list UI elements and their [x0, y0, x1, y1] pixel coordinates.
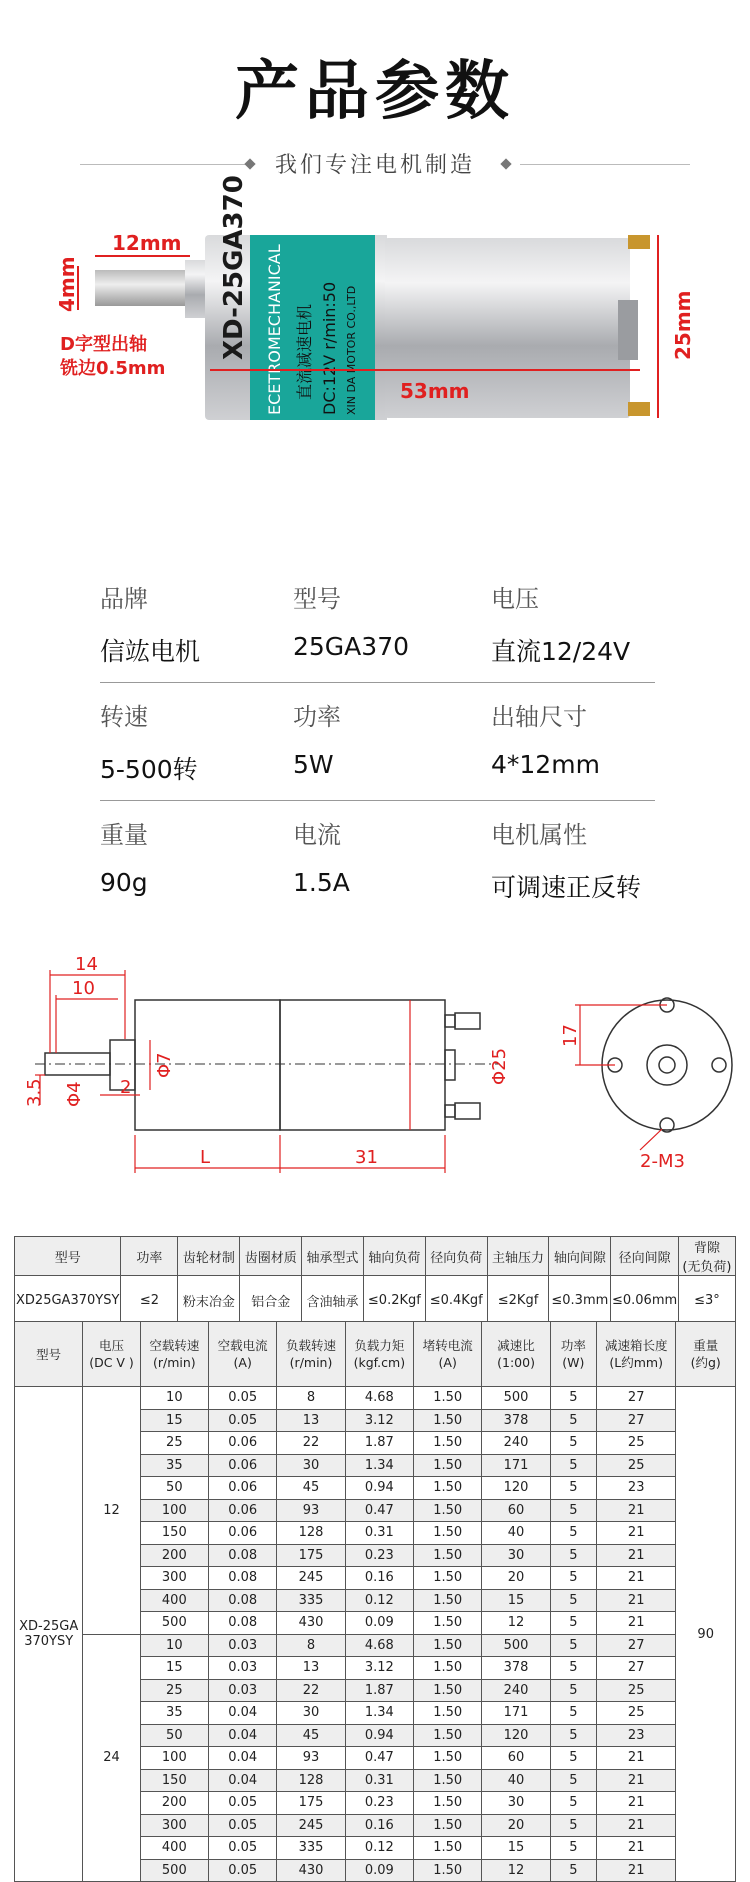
table-cell: 1.50	[414, 1769, 482, 1792]
table-header-cell: 径向负荷	[425, 1237, 487, 1276]
subtitle: 我们专注电机制造	[274, 153, 475, 178]
table-cell: 5	[550, 1589, 596, 1612]
table-cell: 45	[277, 1724, 345, 1747]
terminal-bottom	[628, 402, 650, 416]
table-cell: 1.50	[414, 1499, 482, 1522]
spec-value: 1.5A	[293, 868, 350, 897]
table-cell: 12	[482, 1612, 550, 1635]
table-cell: 5	[550, 1837, 596, 1860]
table-cell: ≤0.4Kgf	[425, 1276, 487, 1326]
table-cell: 93	[277, 1747, 345, 1770]
table-cell: 378	[482, 1657, 550, 1680]
table-cell: 300	[140, 1567, 208, 1590]
table-cell: 21	[597, 1522, 676, 1545]
spec-value: 5W	[293, 750, 334, 779]
spec-table-general	[14, 1236, 736, 1326]
table-cell: 13	[277, 1657, 345, 1680]
spec-label: 电压	[491, 585, 539, 613]
table-cell: 13	[277, 1409, 345, 1432]
table-cell: 0.23	[345, 1792, 413, 1815]
label-line4: XIN DA MOTOR CO.,LTD	[345, 285, 358, 415]
table-cell: 0.05	[209, 1859, 277, 1882]
table-row	[15, 1276, 736, 1326]
table-cell: 0.08	[209, 1612, 277, 1635]
table-header-cell: 齿圈材质	[240, 1237, 302, 1276]
spec-table-performance	[14, 1321, 736, 1882]
table-cell: 5	[550, 1859, 596, 1882]
voltage-cell: 12	[83, 1387, 140, 1635]
table-header-cell: 轴向间隙	[549, 1237, 611, 1276]
dim-phi4: Φ4	[64, 1081, 85, 1107]
table-cell: 1.50	[414, 1814, 482, 1837]
table-header-cell: 型号	[15, 1322, 83, 1387]
table-cell: 5	[550, 1522, 596, 1545]
table-cell: 171	[482, 1454, 550, 1477]
table-cell: 1.50	[414, 1387, 482, 1410]
table-cell: ≤2Kgf	[487, 1276, 549, 1326]
table-cell: 40	[482, 1522, 550, 1545]
table-cell: 1.50	[414, 1792, 482, 1815]
table-cell: 400	[140, 1589, 208, 1612]
table-cell: 35	[140, 1702, 208, 1725]
table-cell: 100	[140, 1747, 208, 1770]
table-cell: 93	[277, 1499, 345, 1522]
table-cell: 25	[597, 1679, 676, 1702]
table-cell: 0.94	[345, 1477, 413, 1500]
page-title: 产品参数	[235, 55, 515, 129]
table-header-row	[15, 1322, 736, 1387]
table-cell: 1.50	[414, 1477, 482, 1500]
table-cell: 15	[140, 1657, 208, 1680]
spec-label: 重量	[100, 821, 148, 849]
table-cell: 5	[550, 1544, 596, 1567]
dim-shaft-diameter: 4mm	[55, 256, 79, 312]
table-header-cell: 齿轮材制	[178, 1237, 240, 1276]
table-cell: 5	[550, 1612, 596, 1635]
table-cell: 300	[140, 1814, 208, 1837]
table-cell: 120	[482, 1477, 550, 1500]
table-cell: 铝合金	[240, 1276, 302, 1326]
table-cell: 430	[277, 1612, 345, 1635]
table-cell: 400	[140, 1837, 208, 1860]
table-cell: 0.04	[209, 1724, 277, 1747]
table-cell: 5	[550, 1477, 596, 1500]
divider-right	[520, 164, 690, 165]
table-header-cell: 背隙 (无负荷)	[678, 1237, 735, 1276]
table-cell: 128	[277, 1522, 345, 1545]
spec-label: 型号	[293, 585, 341, 613]
table-cell: 5	[550, 1679, 596, 1702]
table-header-cell: 减速比 (1:00)	[482, 1322, 550, 1387]
table-cell: 5	[550, 1387, 596, 1410]
table-cell: 3.12	[345, 1657, 413, 1680]
table-cell: 1.50	[414, 1522, 482, 1545]
table-cell: 5	[550, 1702, 596, 1725]
table-cell: 0.05	[209, 1387, 277, 1410]
table-cell: 0.08	[209, 1567, 277, 1590]
spec-value: 直流12/24V	[491, 637, 631, 666]
table-cell: 1.50	[414, 1634, 482, 1657]
table-header-cell: 径向间隙	[611, 1237, 679, 1276]
spec-label: 功率	[293, 703, 341, 731]
weight-cell: 90	[676, 1387, 736, 1882]
table-cell: 27	[597, 1409, 676, 1432]
table-header-cell: 电压 (DC V )	[83, 1322, 140, 1387]
table-cell: 0.05	[209, 1792, 277, 1815]
table-cell: 25	[140, 1432, 208, 1455]
table-header-cell: 轴承型式	[302, 1237, 364, 1276]
table-cell: 0.94	[345, 1724, 413, 1747]
table-cell: 240	[482, 1679, 550, 1702]
spec-value: 90g	[100, 868, 148, 897]
table-cell: 0.03	[209, 1634, 277, 1657]
table-cell: 25	[597, 1432, 676, 1455]
table-cell: 0.08	[209, 1544, 277, 1567]
table-cell: 27	[597, 1387, 676, 1410]
spec-label: 电流	[293, 821, 341, 849]
table-header-cell: 功率	[121, 1237, 178, 1276]
spec-label: 品牌	[100, 585, 148, 613]
table-header-cell: 负载力矩 (kgf.cm)	[345, 1322, 413, 1387]
table-cell: 150	[140, 1522, 208, 1545]
table-cell: ≤2	[121, 1276, 178, 1326]
table-cell: 21	[597, 1837, 676, 1860]
table-cell: 0.47	[345, 1499, 413, 1522]
table-cell: 30	[277, 1702, 345, 1725]
table-cell: ≤0.06mm	[611, 1276, 679, 1326]
table-cell: 128	[277, 1769, 345, 1792]
table-cell: 335	[277, 1837, 345, 1860]
table-header-cell: 功率 (W)	[550, 1322, 596, 1387]
table-header-row	[15, 1237, 736, 1276]
spec-row	[100, 811, 655, 929]
table-cell: 0.12	[345, 1589, 413, 1612]
table-cell: 0.06	[209, 1454, 277, 1477]
table-cell: 21	[597, 1859, 676, 1882]
table-cell: 0.03	[209, 1679, 277, 1702]
table-cell: 15	[140, 1409, 208, 1432]
dim-l: L	[200, 1147, 211, 1168]
table-cell: 0.23	[345, 1544, 413, 1567]
table-cell: 10	[140, 1387, 208, 1410]
table-cell: 1.50	[414, 1409, 482, 1432]
table-cell: 1.50	[414, 1747, 482, 1770]
dim-2: 2	[120, 1077, 132, 1098]
table-cell: 25	[140, 1679, 208, 1702]
table-cell: 50	[140, 1477, 208, 1500]
spec-value: 4*12mm	[491, 750, 600, 779]
table-cell: 1.34	[345, 1702, 413, 1725]
table-cell: 35	[140, 1454, 208, 1477]
table-cell: ≤3°	[678, 1276, 735, 1326]
table-cell: 21	[597, 1499, 676, 1522]
table-cell: XD25GA370YSY	[15, 1276, 121, 1326]
spec-label: 转速	[100, 703, 148, 731]
table-cell: 8	[277, 1387, 345, 1410]
table-cell: 5	[550, 1769, 596, 1792]
table-header-cell: 型号	[15, 1237, 121, 1276]
table-cell: 0.31	[345, 1522, 413, 1545]
table-cell: 含油轴承	[302, 1276, 364, 1326]
table-cell: 335	[277, 1589, 345, 1612]
table-cell: 5	[550, 1567, 596, 1590]
dim-3-5: 3.5	[24, 1078, 45, 1107]
table-cell: 5	[550, 1657, 596, 1680]
table-cell: 25	[597, 1702, 676, 1725]
table-cell: 0.04	[209, 1747, 277, 1770]
motor-model-text: XD-25GA370	[219, 175, 249, 360]
table-cell: 0.12	[345, 1837, 413, 1860]
table-cell: 8	[277, 1634, 345, 1657]
label-line1: ECETROMECHANICAL	[265, 244, 284, 415]
table-cell: 150	[140, 1769, 208, 1792]
spec-value: 5-500转	[100, 755, 198, 784]
table-cell: 50	[140, 1724, 208, 1747]
model-cell: XD-25GA 370YSY	[15, 1387, 83, 1882]
table-cell: ≤0.2Kgf	[363, 1276, 425, 1326]
table-header-cell: 堵转电流 (A)	[414, 1322, 482, 1387]
table-cell: 1.87	[345, 1432, 413, 1455]
table-cell: 200	[140, 1792, 208, 1815]
table-cell: 5	[550, 1454, 596, 1477]
dim-14: 14	[75, 954, 98, 975]
table-cell: 245	[277, 1814, 345, 1837]
table-cell: 0.06	[209, 1477, 277, 1500]
spec-grid	[100, 575, 655, 929]
dim-total-length: 53mm	[400, 379, 470, 403]
table-cell: 175	[277, 1544, 345, 1567]
table-cell: 1.50	[414, 1837, 482, 1860]
table-cell: 4.68	[345, 1387, 413, 1410]
table-cell: 4.68	[345, 1634, 413, 1657]
table-cell: 100	[140, 1499, 208, 1522]
table-cell: 240	[482, 1432, 550, 1455]
table-cell: 21	[597, 1612, 676, 1635]
table-cell: 1.50	[414, 1702, 482, 1725]
table-cell: 10	[140, 1634, 208, 1657]
dim-shaft-length: 12mm	[112, 231, 182, 255]
table-header-cell: 空载电流 (A)	[209, 1322, 277, 1387]
shaft-note-line2: 铣边0.5mm	[60, 358, 166, 379]
table-cell: 21	[597, 1769, 676, 1792]
table-cell: 40	[482, 1769, 550, 1792]
table-cell: 1.50	[414, 1859, 482, 1882]
table-cell: 45	[277, 1477, 345, 1500]
voltage-cell: 24	[83, 1634, 140, 1882]
table-cell: 120	[482, 1724, 550, 1747]
table-cell: 0.05	[209, 1409, 277, 1432]
shaft	[95, 270, 195, 306]
table-cell: 5	[550, 1747, 596, 1770]
table-cell: 0.05	[209, 1814, 277, 1837]
table-cell: 0.31	[345, 1769, 413, 1792]
thread-label: 2-M3	[640, 1151, 685, 1172]
table-cell: 500	[482, 1634, 550, 1657]
dim-diameter: 25mm	[671, 290, 695, 360]
table-header-cell: 主轴压力	[487, 1237, 549, 1276]
table-cell: 5	[550, 1792, 596, 1815]
table-cell: 30	[482, 1792, 550, 1815]
spec-row	[100, 693, 655, 801]
table-cell: 1.50	[414, 1432, 482, 1455]
table-cell: 378	[482, 1409, 550, 1432]
table-cell: 60	[482, 1747, 550, 1770]
spec-value: 25GA370	[293, 632, 410, 661]
table-cell: 20	[482, 1567, 550, 1590]
table-cell: 0.16	[345, 1814, 413, 1837]
table-cell: 30	[482, 1544, 550, 1567]
table-cell: 0.06	[209, 1499, 277, 1522]
table-cell: 175	[277, 1792, 345, 1815]
dim-phi7: Φ7	[154, 1052, 175, 1078]
table-cell: 粉末冶金	[178, 1276, 240, 1326]
table-cell: 0.04	[209, 1769, 277, 1792]
table-cell: 21	[597, 1544, 676, 1567]
table-cell: 1.87	[345, 1679, 413, 1702]
table-header-cell: 负载转速 (r/min)	[277, 1322, 345, 1387]
table-cell: 1.50	[414, 1724, 482, 1747]
table-cell: 500	[140, 1612, 208, 1635]
spec-label: 出轴尺寸	[491, 703, 587, 731]
table-cell: 0.04	[209, 1702, 277, 1725]
spec-value: 信竑电机	[100, 637, 201, 666]
technical-drawing	[0, 935, 750, 1200]
table-cell: 0.05	[209, 1837, 277, 1860]
table-cell: 25	[597, 1454, 676, 1477]
table-cell: 27	[597, 1634, 676, 1657]
table-cell: 0.06	[209, 1432, 277, 1455]
table-header-cell: 减速箱长度 (L约mm)	[597, 1322, 676, 1387]
table-cell: ≤0.3mm	[549, 1276, 611, 1326]
table-cell: 12	[482, 1859, 550, 1882]
shaft-note-line1: D字型出轴	[60, 334, 147, 355]
label-line2: 直流减速电机	[295, 303, 314, 400]
table-cell: 1.50	[414, 1679, 482, 1702]
table-row	[15, 1387, 736, 1410]
table-cell: 1.50	[414, 1589, 482, 1612]
dim-phi25: Φ25	[489, 1047, 510, 1085]
table-cell: 1.34	[345, 1454, 413, 1477]
table-cell: 15	[482, 1589, 550, 1612]
table-cell: 245	[277, 1567, 345, 1590]
table-cell: 5	[550, 1499, 596, 1522]
table-cell: 5	[550, 1724, 596, 1747]
dim-10: 10	[72, 978, 95, 999]
table-cell: 1.50	[414, 1567, 482, 1590]
table-cell: 30	[277, 1454, 345, 1477]
table-cell: 0.06	[209, 1522, 277, 1545]
table-cell: 430	[277, 1859, 345, 1882]
dim-31: 31	[355, 1147, 378, 1168]
table-cell: 0.03	[209, 1657, 277, 1680]
table-header-cell: 重量 (约g)	[676, 1322, 736, 1387]
dim-17: 17	[560, 1024, 581, 1047]
table-cell: 20	[482, 1814, 550, 1837]
table-cell: 22	[277, 1432, 345, 1455]
table-cell: 1.50	[414, 1544, 482, 1567]
table-header-cell: 轴向负荷	[363, 1237, 425, 1276]
table-cell: 1.50	[414, 1657, 482, 1680]
table-cell: 1.50	[414, 1454, 482, 1477]
table-cell: 15	[482, 1837, 550, 1860]
table-cell: 5	[550, 1432, 596, 1455]
spec-label: 电机属性	[491, 821, 587, 849]
spec-value: 可调速正反转	[491, 873, 642, 902]
table-cell: 23	[597, 1477, 676, 1500]
table-cell: 21	[597, 1792, 676, 1815]
table-cell: 0.09	[345, 1859, 413, 1882]
table-cell: 60	[482, 1499, 550, 1522]
table-cell: 5	[550, 1814, 596, 1837]
table-row	[15, 1634, 736, 1657]
table-cell: 5	[550, 1409, 596, 1432]
table-cell: 23	[597, 1724, 676, 1747]
table-cell: 500	[140, 1859, 208, 1882]
table-cell: 3.12	[345, 1409, 413, 1432]
table-cell: 0.16	[345, 1567, 413, 1590]
terminal-top	[628, 235, 650, 249]
table-cell: 171	[482, 1702, 550, 1725]
table-cell: 0.08	[209, 1589, 277, 1612]
table-cell: 21	[597, 1589, 676, 1612]
table-cell: 27	[597, 1657, 676, 1680]
table-cell: 22	[277, 1679, 345, 1702]
table-cell: 21	[597, 1814, 676, 1837]
table-cell: 200	[140, 1544, 208, 1567]
label-line3: DC:12V r/min:50	[320, 281, 339, 415]
table-cell: 21	[597, 1567, 676, 1590]
table-cell: 5	[550, 1634, 596, 1657]
table-cell: 21	[597, 1747, 676, 1770]
table-header-cell: 空载转速 (r/min)	[140, 1322, 208, 1387]
motor-photo	[0, 175, 750, 500]
table-cell: 0.09	[345, 1612, 413, 1635]
spec-row	[100, 575, 655, 683]
table-cell: 1.50	[414, 1612, 482, 1635]
table-cell: 0.47	[345, 1747, 413, 1770]
table-cell: 500	[482, 1387, 550, 1410]
